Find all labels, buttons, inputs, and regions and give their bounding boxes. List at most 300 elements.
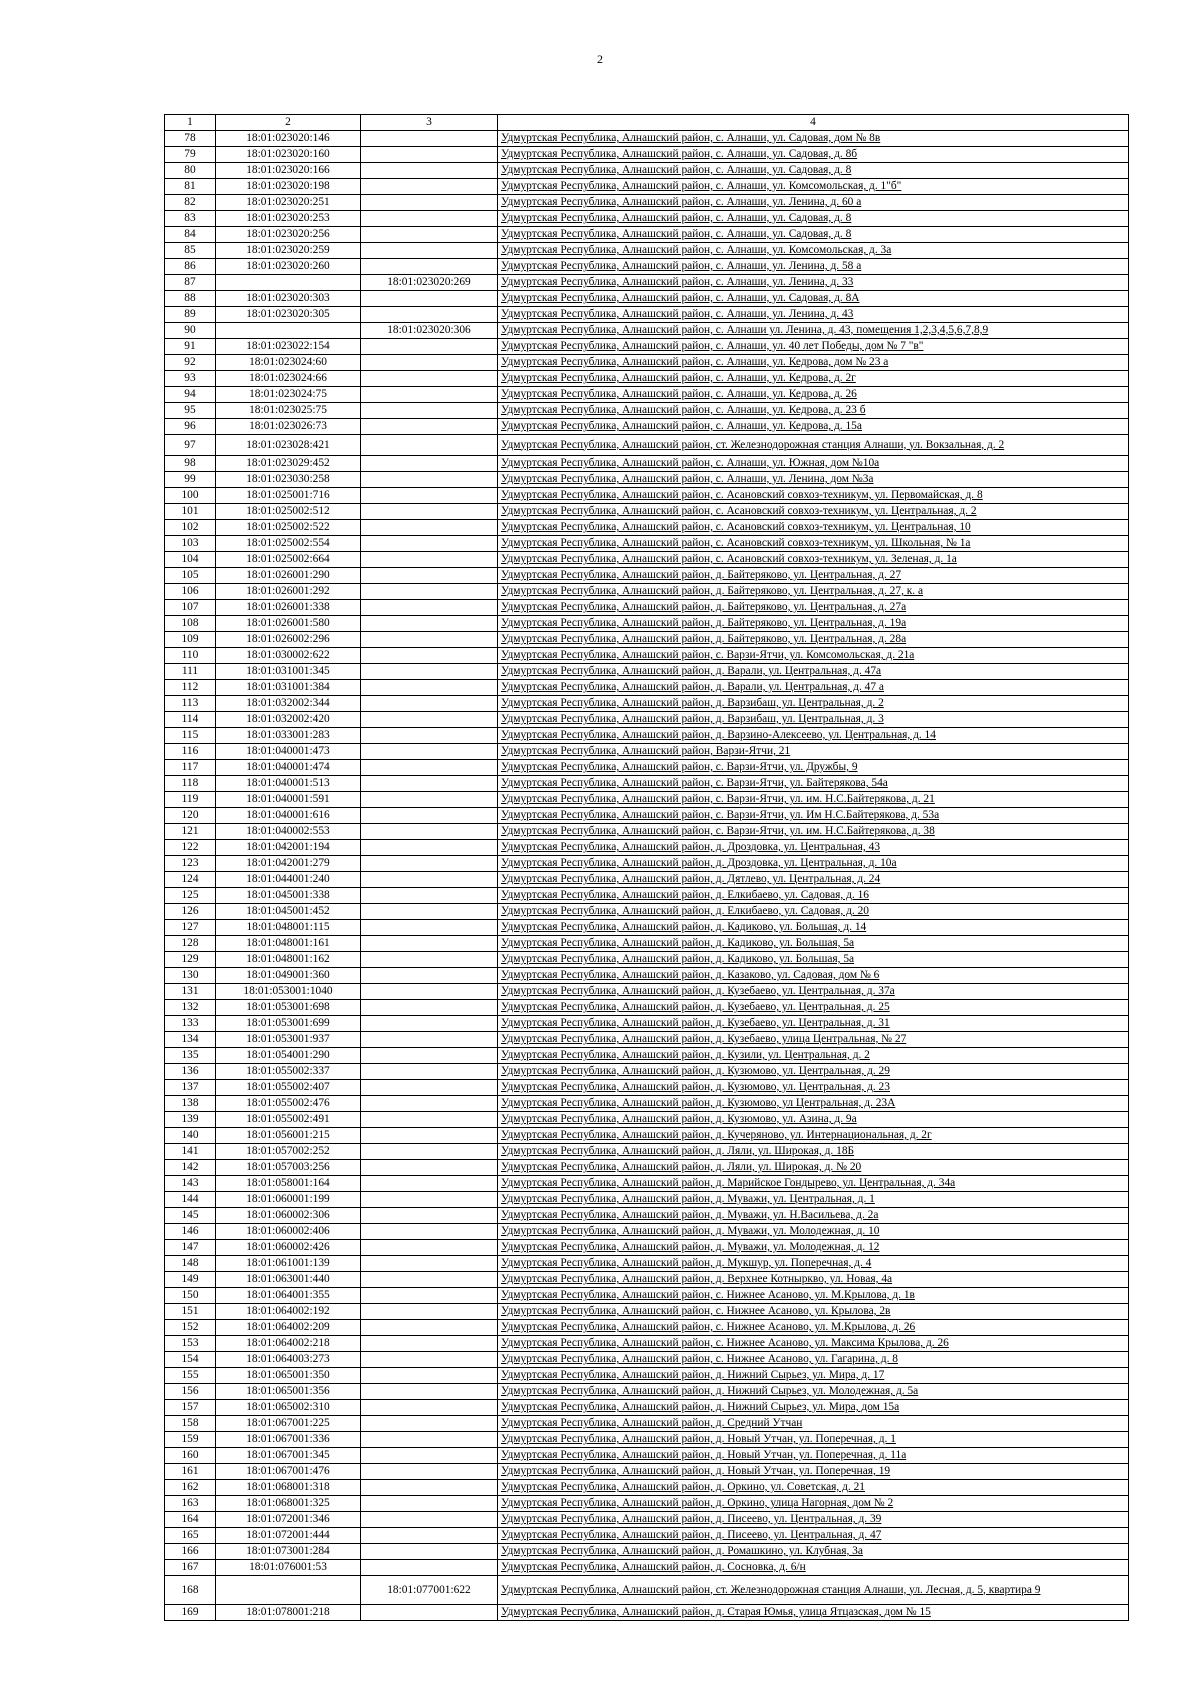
page-number: 2 — [597, 52, 603, 66]
table-row — [165, 179, 1129, 195]
row-number: 128 — [165, 936, 216, 952]
address: Удмуртская Республика, Алнашский район, д. Варзино-Алексеево, ул. Центральная, д. 14 — [498, 728, 1129, 744]
cadastral-number: 18:01:023024:75 — [216, 387, 361, 403]
address: Удмуртская Республика, Алнашский район, д. Кадиково, ул. Большая, 5а — [498, 952, 1129, 968]
cadastral-number-alt — [361, 520, 498, 536]
table-row — [165, 824, 1129, 840]
cadastral-number: 18:01:058001:164 — [216, 1176, 361, 1192]
row-number: 129 — [165, 952, 216, 968]
cadastral-number-alt — [361, 968, 498, 984]
row-number: 91 — [165, 339, 216, 355]
row-number: 87 — [165, 275, 216, 291]
address: Удмуртская Республика, Алнашский район, д. Варали, ул. Центральная, д. 47 а — [498, 680, 1129, 696]
table-row — [165, 568, 1129, 584]
table-row — [165, 680, 1129, 696]
cadastral-number-alt — [361, 728, 498, 744]
table-row — [165, 1528, 1129, 1544]
table-row — [165, 968, 1129, 984]
cadastral-number-alt — [361, 307, 498, 323]
address: Удмуртская Республика, Алнашский район, д. Нижний Сырьез, ул. Мира, дом 15а — [498, 1400, 1129, 1416]
cadastral-number: 18:01:076001:53 — [216, 1560, 361, 1576]
table-row — [165, 1224, 1129, 1240]
cadastral-number: 18:01:067001:225 — [216, 1416, 361, 1432]
table-row — [165, 904, 1129, 920]
table-row — [165, 1336, 1129, 1352]
cadastral-number: 18:01:040002:553 — [216, 824, 361, 840]
cadastral-number: 18:01:023020:160 — [216, 147, 361, 163]
row-number: 110 — [165, 648, 216, 664]
address: Удмуртская Республика, Алнашский район, д. Муважи, ул. Н.Васильева, д. 2а — [498, 1208, 1129, 1224]
cadastral-number-alt — [361, 1605, 498, 1621]
row-number: 161 — [165, 1464, 216, 1480]
row-number: 124 — [165, 872, 216, 888]
table-row — [165, 1560, 1129, 1576]
cadastral-number-alt — [361, 371, 498, 387]
cadastral-number: 18:01:023020:260 — [216, 259, 361, 275]
address: Удмуртская Республика, Алнашский район, с. Алнаши, ул. Садовая, д. 8А — [498, 291, 1129, 307]
table-row — [165, 307, 1129, 323]
row-number: 163 — [165, 1496, 216, 1512]
cadastral-number-alt — [361, 744, 498, 760]
cadastral-number: 18:01:031001:345 — [216, 664, 361, 680]
cadastral-number-alt — [361, 163, 498, 179]
table-row — [165, 1048, 1129, 1064]
cadastral-number-alt — [361, 243, 498, 259]
table-row — [165, 1128, 1129, 1144]
cadastral-number: 18:01:026001:290 — [216, 568, 361, 584]
address: Удмуртская Республика, Алнашский район, Варзи-Ятчи, 21 — [498, 744, 1129, 760]
address: Удмуртская Республика, Алнашский район, д. Кузюмово, ул Центральная, д. 23А — [498, 1096, 1129, 1112]
table-row — [165, 1368, 1129, 1384]
row-number: 152 — [165, 1320, 216, 1336]
cadastral-number-alt — [361, 1464, 498, 1480]
cadastral-number-alt — [361, 1000, 498, 1016]
row-number: 162 — [165, 1480, 216, 1496]
address: Удмуртская Республика, Алнашский район, с. Алнаши, ул. Комсомольская, д. 3а — [498, 243, 1129, 259]
table-row — [165, 1000, 1129, 1016]
row-number: 139 — [165, 1112, 216, 1128]
address: Удмуртская Республика, Алнашский район, с. Варзи-Ятчи, ул. Дружбы, 9 — [498, 760, 1129, 776]
cadastral-number: 18:01:065001:350 — [216, 1368, 361, 1384]
cadastral-number-alt — [361, 1336, 498, 1352]
address: Удмуртская Республика, Алнашский район, д. Кузебаево, ул. Центральная, д. 37а — [498, 984, 1129, 1000]
table-row — [165, 616, 1129, 632]
table-row — [165, 520, 1129, 536]
address: Удмуртская Республика, Алнашский район, с. Варзи-Ятчи, ул. им. Н.С.Байтерякова, д. 38 — [498, 824, 1129, 840]
row-number: 101 — [165, 504, 216, 520]
row-number: 108 — [165, 616, 216, 632]
table-row — [165, 1096, 1129, 1112]
cadastral-number-alt — [361, 1512, 498, 1528]
cadastral-number-alt — [361, 776, 498, 792]
row-number: 132 — [165, 1000, 216, 1016]
row-number: 99 — [165, 472, 216, 488]
address: Удмуртская Республика, Алнашский район, с. Асановский совхоз-техникум, ул. Центральная, д. 2 — [498, 504, 1129, 520]
cadastral-number: 18:01:025002:512 — [216, 504, 361, 520]
cadastral-number: 18:01:023024:60 — [216, 355, 361, 371]
cadastral-number: 18:01:057003:256 — [216, 1160, 361, 1176]
cadastral-number-alt — [361, 1176, 498, 1192]
cadastral-number-alt — [361, 1096, 498, 1112]
address: Удмуртская Республика, Алнашский район, с. Алнаши, ул. Садовая, дом № 8в — [498, 131, 1129, 147]
address: Удмуртская Республика, Алнашский район, д. Елкибаево, ул. Садовая, д. 20 — [498, 904, 1129, 920]
row-number: 164 — [165, 1512, 216, 1528]
cadastral-number-alt — [361, 1032, 498, 1048]
column-header-3: 3 — [361, 115, 498, 131]
table-row — [165, 920, 1129, 936]
cadastral-number: 18:01:067001:345 — [216, 1448, 361, 1464]
cadastral-number-alt — [361, 419, 498, 435]
row-number: 140 — [165, 1128, 216, 1144]
cadastral-number: 18:01:031001:384 — [216, 680, 361, 696]
cadastral-number: 18:01:044001:240 — [216, 872, 361, 888]
cadastral-number: 18:01:053001:937 — [216, 1032, 361, 1048]
address: Удмуртская Республика, Алнашский район, д. Ляли, ул. Широкая, д. 18Б — [498, 1144, 1129, 1160]
row-number: 81 — [165, 179, 216, 195]
address: Удмуртская Республика, Алнашский район, д. Варали, ул. Центральная, д. 47а — [498, 664, 1129, 680]
cadastral-number-alt — [361, 536, 498, 552]
cadastral-number: 18:01:048001:162 — [216, 952, 361, 968]
row-number: 153 — [165, 1336, 216, 1352]
address: Удмуртская Республика, Алнашский район, с. Асановский совхоз-техникум, ул. Первомайская, д. 8 — [498, 488, 1129, 504]
row-number: 96 — [165, 419, 216, 435]
cadastral-number: 18:01:068001:318 — [216, 1480, 361, 1496]
table-row — [165, 1160, 1129, 1176]
table-row — [165, 403, 1129, 419]
cadastral-number: 18:01:067001:476 — [216, 1464, 361, 1480]
row-number: 84 — [165, 227, 216, 243]
cadastral-number-alt — [361, 403, 498, 419]
address: Удмуртская Республика, Алнашский район, д. Кузюмово, ул. Центральная, д. 29 — [498, 1064, 1129, 1080]
cadastral-number: 18:01:023020:146 — [216, 131, 361, 147]
cadastral-number: 18:01:040001:513 — [216, 776, 361, 792]
table-row — [165, 371, 1129, 387]
cadastral-number: 18:01:042001:194 — [216, 840, 361, 856]
address: Удмуртская Республика, Алнашский район, д. Дроздовка, ул. Центральная, 43 — [498, 840, 1129, 856]
cadastral-number: 18:01:040001:616 — [216, 808, 361, 824]
address: Удмуртская Республика, Алнашский район, д. Марийское Гондырево, ул. Центральная, д. 34а — [498, 1176, 1129, 1192]
table-row — [165, 840, 1129, 856]
row-number: 86 — [165, 259, 216, 275]
cadastral-number-alt — [361, 1240, 498, 1256]
cadastral-number-alt — [361, 456, 498, 472]
address: Удмуртская Республика, Алнашский район, с. Алнаши, ул. Ленина, д. 43 — [498, 307, 1129, 323]
address: Удмуртская Республика, Алнашский район, д. Ляли, ул. Широкая, д. № 20 — [498, 1160, 1129, 1176]
cadastral-number: 18:01:054001:290 — [216, 1048, 361, 1064]
row-number: 156 — [165, 1384, 216, 1400]
address: Удмуртская Республика, Алнашский район, с. Асановский совхоз-техникум, ул. Центральная, 10 — [498, 520, 1129, 536]
table-row — [165, 243, 1129, 259]
row-number: 98 — [165, 456, 216, 472]
table-row — [165, 1208, 1129, 1224]
address: Удмуртская Республика, Алнашский район, д. Варзибаш, ул. Центральная, д. 3 — [498, 712, 1129, 728]
cadastral-number-alt — [361, 291, 498, 307]
cadastral-number: 18:01:064002:209 — [216, 1320, 361, 1336]
address: Удмуртская Республика, Алнашский район, д. Кучеряново, ул. Интернациональная, д. 2г — [498, 1128, 1129, 1144]
cadastral-number-alt — [361, 920, 498, 936]
cadastral-number-alt — [361, 1208, 498, 1224]
cadastral-number-alt — [361, 195, 498, 211]
row-number: 131 — [165, 984, 216, 1000]
cadastral-number: 18:01:053001:699 — [216, 1016, 361, 1032]
cadastral-number — [216, 1576, 361, 1605]
cadastral-number-alt — [361, 680, 498, 696]
address: Удмуртская Республика, Алнашский район, д. Варзибаш, ул. Центральная, д. 2 — [498, 696, 1129, 712]
address: Удмуртская Республика, Алнашский район, с. Нижнее Асаново, ул. Крылова, 2в — [498, 1304, 1129, 1320]
cadastral-number-alt — [361, 1272, 498, 1288]
cadastral-number: 18:01:030002:622 — [216, 648, 361, 664]
cadastral-number: 18:01:055002:491 — [216, 1112, 361, 1128]
row-number: 145 — [165, 1208, 216, 1224]
address: Удмуртская Республика, Алнашский район, с. Нижнее Асаново, ул. Максима Крылова, д. 26 — [498, 1336, 1129, 1352]
address: Удмуртская Республика, Алнашский район, с. Алнаши, ул. Садовая, д. 8 — [498, 211, 1129, 227]
table-row — [165, 1272, 1129, 1288]
row-number: 118 — [165, 776, 216, 792]
cadastral-number: 18:01:067001:336 — [216, 1432, 361, 1448]
table-row — [165, 504, 1129, 520]
table-row — [165, 339, 1129, 355]
table-row — [165, 1605, 1129, 1621]
row-number: 123 — [165, 856, 216, 872]
address: Удмуртская Республика, Алнашский район, д. Мукшур, ул. Поперечная, д. 4 — [498, 1256, 1129, 1272]
row-number: 159 — [165, 1432, 216, 1448]
column-header-2: 2 — [216, 115, 361, 131]
cadastral-number-alt — [361, 840, 498, 856]
cadastral-number: 18:01:023022:154 — [216, 339, 361, 355]
row-number: 165 — [165, 1528, 216, 1544]
cadastral-number: 18:01:063001:440 — [216, 1272, 361, 1288]
table-row — [165, 936, 1129, 952]
cadastral-number: 18:01:064002:218 — [216, 1336, 361, 1352]
table-row — [165, 275, 1129, 291]
cadastral-number: 18:01:040001:474 — [216, 760, 361, 776]
table-row — [165, 888, 1129, 904]
cadastral-number: 18:01:064003:273 — [216, 1352, 361, 1368]
table-row — [165, 1256, 1129, 1272]
table-row — [165, 536, 1129, 552]
row-number: 105 — [165, 568, 216, 584]
row-number: 113 — [165, 696, 216, 712]
cadastral-number-alt — [361, 664, 498, 680]
cadastral-number: 18:01:068001:325 — [216, 1496, 361, 1512]
cadastral-number: 18:01:023026:73 — [216, 419, 361, 435]
cadastral-number: 18:01:045001:338 — [216, 888, 361, 904]
cadastral-number-alt — [361, 824, 498, 840]
cadastral-number-alt — [361, 1480, 498, 1496]
table-row — [165, 1112, 1129, 1128]
row-number: 169 — [165, 1605, 216, 1621]
table-row — [165, 1080, 1129, 1096]
address: Удмуртская Республика, Алнашский район, д. Оркино, ул. Советская, д. 21 — [498, 1480, 1129, 1496]
address: Удмуртская Республика, Алнашский район, д. Байтеряково, ул. Центральная, д. 27 — [498, 568, 1129, 584]
row-number: 142 — [165, 1160, 216, 1176]
row-number: 149 — [165, 1272, 216, 1288]
row-number: 155 — [165, 1368, 216, 1384]
cadastral-number: 18:01:023020:303 — [216, 291, 361, 307]
cadastral-number-alt — [361, 1400, 498, 1416]
row-number: 103 — [165, 536, 216, 552]
cadastral-number: 18:01:048001:115 — [216, 920, 361, 936]
cadastral-number: 18:01:023024:66 — [216, 371, 361, 387]
table-row — [165, 472, 1129, 488]
address: Удмуртская Республика, Алнашский район, с. Алнаши, ул. Садовая, д. 8 — [498, 163, 1129, 179]
row-number: 117 — [165, 760, 216, 776]
table-row — [165, 1512, 1129, 1528]
table-row — [165, 1576, 1129, 1605]
address: Удмуртская Республика, Алнашский район, д. Байтеряково, ул. Центральная, д. 19а — [498, 616, 1129, 632]
cadastral-number-alt — [361, 488, 498, 504]
row-number: 146 — [165, 1224, 216, 1240]
cadastral-number: 18:01:032002:344 — [216, 696, 361, 712]
address: Удмуртская Республика, Алнашский район, с. Алнаши, ул. Ленина, д. 33 — [498, 275, 1129, 291]
address: Удмуртская Республика, Алнашский район, с. Алнаши, ул. 40 лет Победы, дом № 7 "в" — [498, 339, 1129, 355]
cadastral-number-alt — [361, 1080, 498, 1096]
cadastral-number: 18:01:060002:426 — [216, 1240, 361, 1256]
row-number: 109 — [165, 632, 216, 648]
address: Удмуртская Республика, Алнашский район, ст. Железнодорожная станция Алнаши, ул. Лесная, д. 5, квартира 9 — [498, 1576, 1129, 1605]
table-row — [165, 552, 1129, 568]
address: Удмуртская Республика, Алнашский район, д. Старая Юмья, улица Ятцазская, дом № 15 — [498, 1605, 1129, 1621]
row-number: 120 — [165, 808, 216, 824]
address: Удмуртская Республика, Алнашский район, д. Кадиково, ул. Большая, 5а — [498, 936, 1129, 952]
address: Удмуртская Республика, Алнашский район, с. Алнаши, ул. Ленина, дом №3а — [498, 472, 1129, 488]
address: Удмуртская Республика, Алнашский район, д. Писеево, ул. Центральная, д. 47 — [498, 1528, 1129, 1544]
cadastral-number-alt — [361, 760, 498, 776]
cadastral-number-alt — [361, 1528, 498, 1544]
cadastral-number: 18:01:045001:452 — [216, 904, 361, 920]
address: Удмуртская Республика, Алнашский район, с. Алнаши, ул. Кедрова, д. 23 б — [498, 403, 1129, 419]
cadastral-number-alt — [361, 387, 498, 403]
table-row — [165, 147, 1129, 163]
cadastral-number-alt — [361, 888, 498, 904]
row-number: 94 — [165, 387, 216, 403]
cadastral-number-alt: 18:01:023020:269 — [361, 275, 498, 291]
row-number: 143 — [165, 1176, 216, 1192]
table-row — [165, 488, 1129, 504]
row-number: 92 — [165, 355, 216, 371]
table-row — [165, 131, 1129, 147]
address: Удмуртская Республика, Алнашский район, с. Алнаши, ул. Ленина, д. 58 а — [498, 259, 1129, 275]
table-row — [165, 435, 1129, 456]
address: Удмуртская Республика, Алнашский район, д. Оркино, улица Нагорная, дом № 2 — [498, 1496, 1129, 1512]
cadastral-number-alt — [361, 792, 498, 808]
column-header-1: 1 — [165, 115, 216, 131]
table-row — [165, 744, 1129, 760]
table-row — [165, 1032, 1129, 1048]
address: Удмуртская Республика, Алнашский район, д. Кадиково, ул. Большая, д. 14 — [498, 920, 1129, 936]
cadastral-number: 18:01:065001:356 — [216, 1384, 361, 1400]
row-number: 168 — [165, 1576, 216, 1605]
row-number: 126 — [165, 904, 216, 920]
table-row — [165, 776, 1129, 792]
address: Удмуртская Республика, Алнашский район, д. Нижний Сырьез, ул. Молодежная, д. 5а — [498, 1384, 1129, 1400]
row-number: 134 — [165, 1032, 216, 1048]
column-header-4: 4 — [498, 115, 1129, 131]
cadastral-number: 18:01:023029:452 — [216, 456, 361, 472]
cadastral-number-alt — [361, 472, 498, 488]
row-number: 79 — [165, 147, 216, 163]
address: Удмуртская Республика, Алнашский район, с. Варзи-Ятчи, ул. им. Н.С.Байтерякова, д. 21 — [498, 792, 1129, 808]
cadastral-number-alt — [361, 1160, 498, 1176]
table-row — [165, 211, 1129, 227]
cadastral-number-alt — [361, 1448, 498, 1464]
table-header-row — [165, 115, 1129, 131]
table-row — [165, 1176, 1129, 1192]
row-number: 137 — [165, 1080, 216, 1096]
cadastral-number-alt — [361, 339, 498, 355]
cadastral-number — [216, 323, 361, 339]
cadastral-number: 18:01:023020:198 — [216, 179, 361, 195]
cadastral-number-alt — [361, 1496, 498, 1512]
table-row — [165, 1064, 1129, 1080]
table-row — [165, 584, 1129, 600]
table-row — [165, 1432, 1129, 1448]
cadastral-number: 18:01:060002:406 — [216, 1224, 361, 1240]
address: Удмуртская Республика, Алнашский район, с. Варзи-Ятчи, ул. Комсомольская, д. 21а — [498, 648, 1129, 664]
row-number: 151 — [165, 1304, 216, 1320]
address: Удмуртская Республика, Алнашский район, д. Кузюмово, ул. Азина, д. 9а — [498, 1112, 1129, 1128]
address: Удмуртская Республика, Алнашский район, с. Нижнее Асаново, ул. Гагарина, д. 8 — [498, 1352, 1129, 1368]
cadastral-number-alt — [361, 712, 498, 728]
cadastral-number: 18:01:078001:218 — [216, 1605, 361, 1621]
table-row — [165, 1448, 1129, 1464]
cadastral-number-alt — [361, 808, 498, 824]
table-row — [165, 1480, 1129, 1496]
row-number: 125 — [165, 888, 216, 904]
table-row — [165, 419, 1129, 435]
address: Удмуртская Республика, Алнашский район, д. Новый Утчан, ул. Поперечная, 19 — [498, 1464, 1129, 1480]
cadastral-number-alt — [361, 1064, 498, 1080]
cadastral-number: 18:01:026001:580 — [216, 616, 361, 632]
cadastral-number: 18:01:061001:139 — [216, 1256, 361, 1272]
cadastral-number: 18:01:025002:664 — [216, 552, 361, 568]
cadastral-number: 18:01:055002:407 — [216, 1080, 361, 1096]
table-row — [165, 760, 1129, 776]
address: Удмуртская Республика, Алнашский район, с. Нижнее Асаново, ул. М.Крылова, д. 1в — [498, 1288, 1129, 1304]
address: Удмуртская Республика, Алнашский район, д. Новый Утчан, ул. Поперечная, д. 1 — [498, 1432, 1129, 1448]
cadastral-number: 18:01:055002:476 — [216, 1096, 361, 1112]
table-row — [165, 195, 1129, 211]
table-row — [165, 1464, 1129, 1480]
cadastral-number: 18:01:065002:310 — [216, 1400, 361, 1416]
address: Удмуртская Республика, Алнашский район, д. Байтеряково, ул. Центральная, д. 27а — [498, 600, 1129, 616]
table-row — [165, 1352, 1129, 1368]
row-number: 97 — [165, 435, 216, 456]
table-row — [165, 1544, 1129, 1560]
cadastral-number: 18:01:072001:444 — [216, 1528, 361, 1544]
table-row — [165, 872, 1129, 888]
cadastral-number-alt: 18:01:023020:306 — [361, 323, 498, 339]
table-row — [165, 1320, 1129, 1336]
table-row — [165, 984, 1129, 1000]
cadastral-number-alt — [361, 1544, 498, 1560]
table-row — [165, 1416, 1129, 1432]
cadastral-number: 18:01:056001:215 — [216, 1128, 361, 1144]
table-row — [165, 1192, 1129, 1208]
cadastral-number-alt — [361, 1320, 498, 1336]
cadastral-number-alt — [361, 696, 498, 712]
table-row — [165, 259, 1129, 275]
address: Удмуртская Республика, Алнашский район, д. Верхнее Котныркво, ул. Новая, 4а — [498, 1272, 1129, 1288]
row-number: 89 — [165, 307, 216, 323]
address: Удмуртская Республика, Алнашский район, д. Байтеряково, ул. Центральная, д. 27, к. а — [498, 584, 1129, 600]
address: Удмуртская Республика, Алнашский район, д. Сосновка, д. 6/н — [498, 1560, 1129, 1576]
cadastral-number: 18:01:048001:161 — [216, 936, 361, 952]
address: Удмуртская Республика, Алнашский район, д. Средний Утчан — [498, 1416, 1129, 1432]
row-number: 150 — [165, 1288, 216, 1304]
table-row — [165, 1384, 1129, 1400]
cadastral-number-alt — [361, 1384, 498, 1400]
